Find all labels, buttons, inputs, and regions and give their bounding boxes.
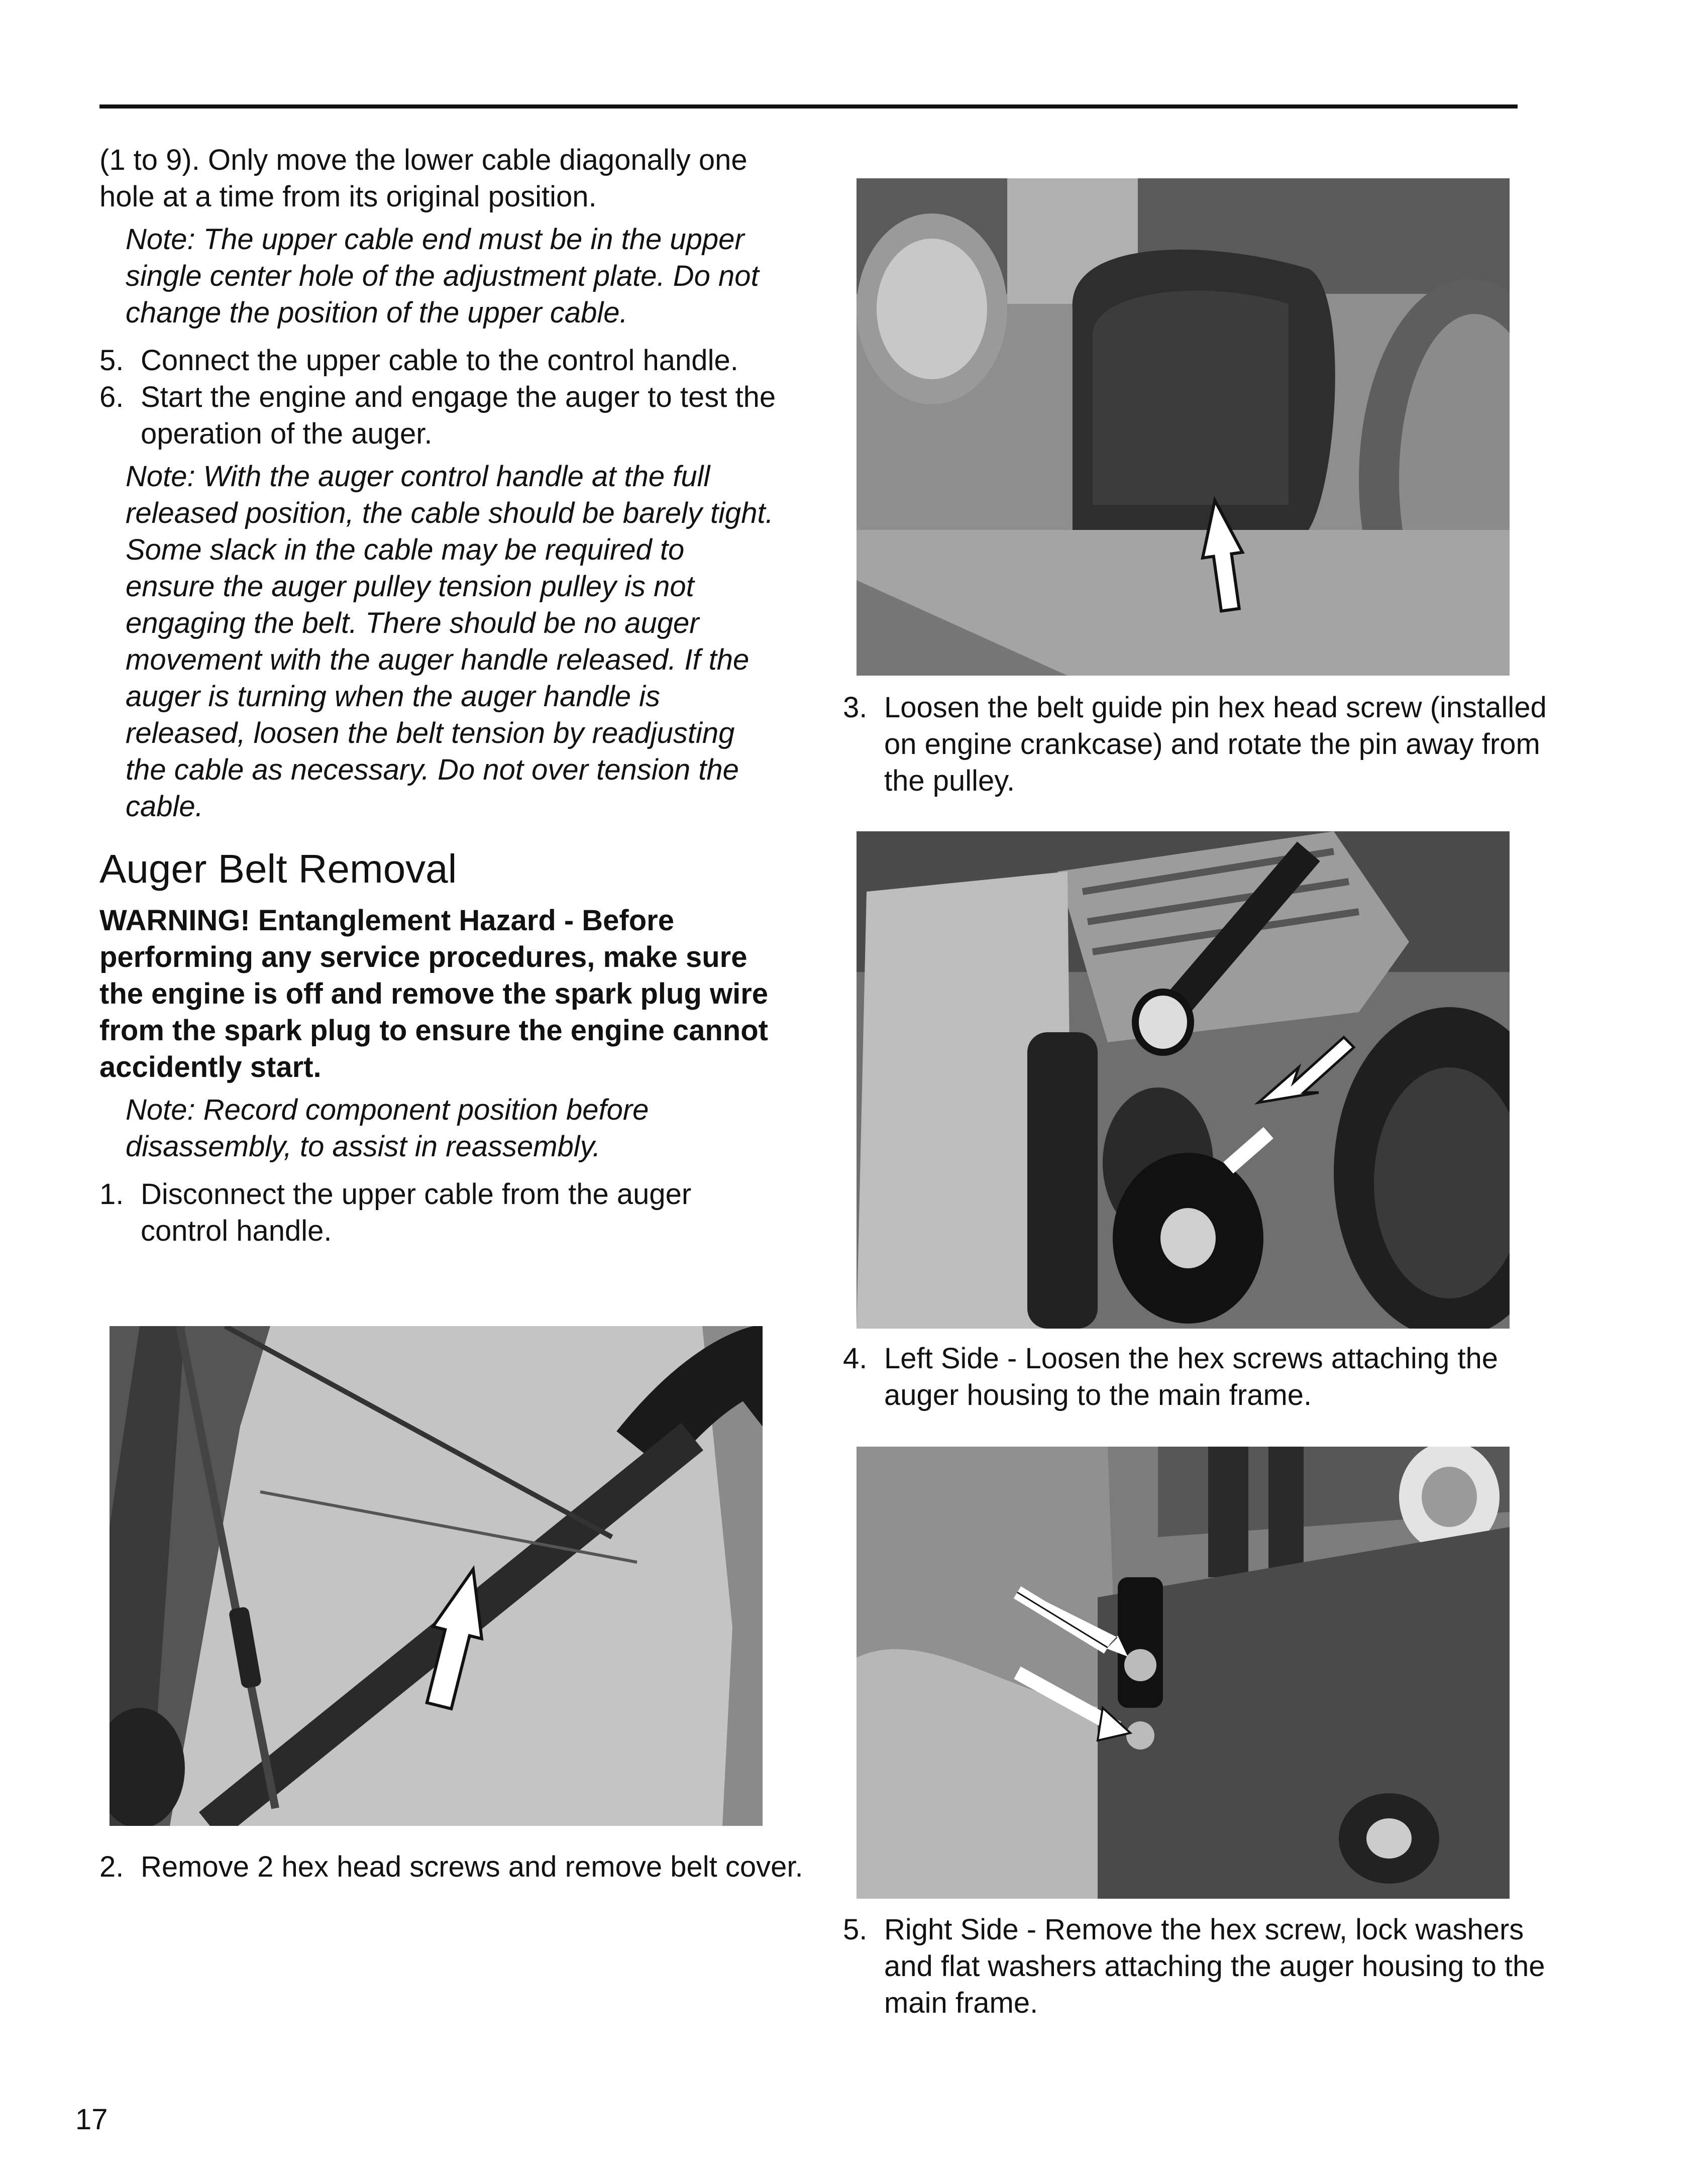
step-text: Loosen the belt guide pin hex head screw (installed on engine crankcase) and rotate the pin away from the pulley. bbox=[884, 691, 1547, 797]
photo-belt-cover bbox=[857, 178, 1510, 676]
page-number: 17 bbox=[75, 2103, 108, 2136]
step-number: 5. bbox=[843, 1913, 868, 1946]
step-5-right bbox=[843, 1911, 1572, 2021]
step-number: 2. bbox=[99, 1850, 124, 1883]
header-rule bbox=[99, 104, 1518, 108]
photo-belt-guide-pin bbox=[857, 831, 1510, 1329]
step-4 bbox=[843, 1340, 1572, 1413]
step-2 bbox=[99, 1848, 819, 1885]
step-1 bbox=[99, 1176, 778, 1249]
intro-paragraph: (1 to 9). Only move the lower cable diagonally one hole at a time from its original position. bbox=[99, 144, 748, 213]
note-cable-tension: Note: With the auger control handle at the full released position, the cable should be barely tight. Some slack in the cable may be required to ensure the auger pulley tension pulley is not engaging the belt. There should be no auger movement with the auger handle released. If the auger is turning when the auger handle is released, loosen the belt tension by readjusting the cable as necessary. Do not over tension the cable. bbox=[126, 460, 774, 823]
step-text: Connect the upper cable to the control handle. bbox=[141, 344, 738, 377]
step-number: 5. bbox=[99, 344, 124, 377]
photo-control-handle bbox=[110, 1326, 763, 1826]
step-text: Left Side - Loosen the hex screws attaching the auger housing to the main frame. bbox=[884, 1342, 1498, 1411]
step-text: Disconnect the upper cable from the auger control handle. bbox=[141, 1178, 692, 1247]
step-3 bbox=[843, 689, 1572, 799]
step-5-left bbox=[99, 342, 778, 379]
left-column bbox=[99, 142, 778, 1249]
warning-text: WARNING! Entanglement Hazard - Before performing any service procedures, make sure the engine is off and remove the spark plug wire from the spark plug to ensure the engine cannot accidently start. bbox=[99, 904, 769, 1083]
photo-auger-housing bbox=[857, 1447, 1510, 1899]
step-text: Start the engine and engage the auger to test the operation of the auger. bbox=[141, 381, 776, 450]
step-number: 1. bbox=[99, 1178, 124, 1211]
step-number: 4. bbox=[843, 1342, 868, 1375]
step-text: Remove 2 hex head screws and remove belt cover. bbox=[141, 1850, 803, 1883]
step-number: 6. bbox=[99, 381, 124, 413]
step-text: Right Side - Remove the hex screw, lock washers and flat washers attaching the auger housing to the main frame. bbox=[884, 1913, 1545, 2019]
section-heading: Auger Belt Removal bbox=[99, 846, 457, 891]
step-6-left bbox=[99, 379, 778, 452]
step-number: 3. bbox=[843, 691, 868, 724]
note-record-position: Note: Record component position before disassembly, to assist in reassembly. bbox=[126, 1094, 649, 1163]
note-upper-cable: Note: The upper cable end must be in the upper single center hole of the adjustment plate. Do not change the position of the upper cable. bbox=[126, 223, 759, 329]
